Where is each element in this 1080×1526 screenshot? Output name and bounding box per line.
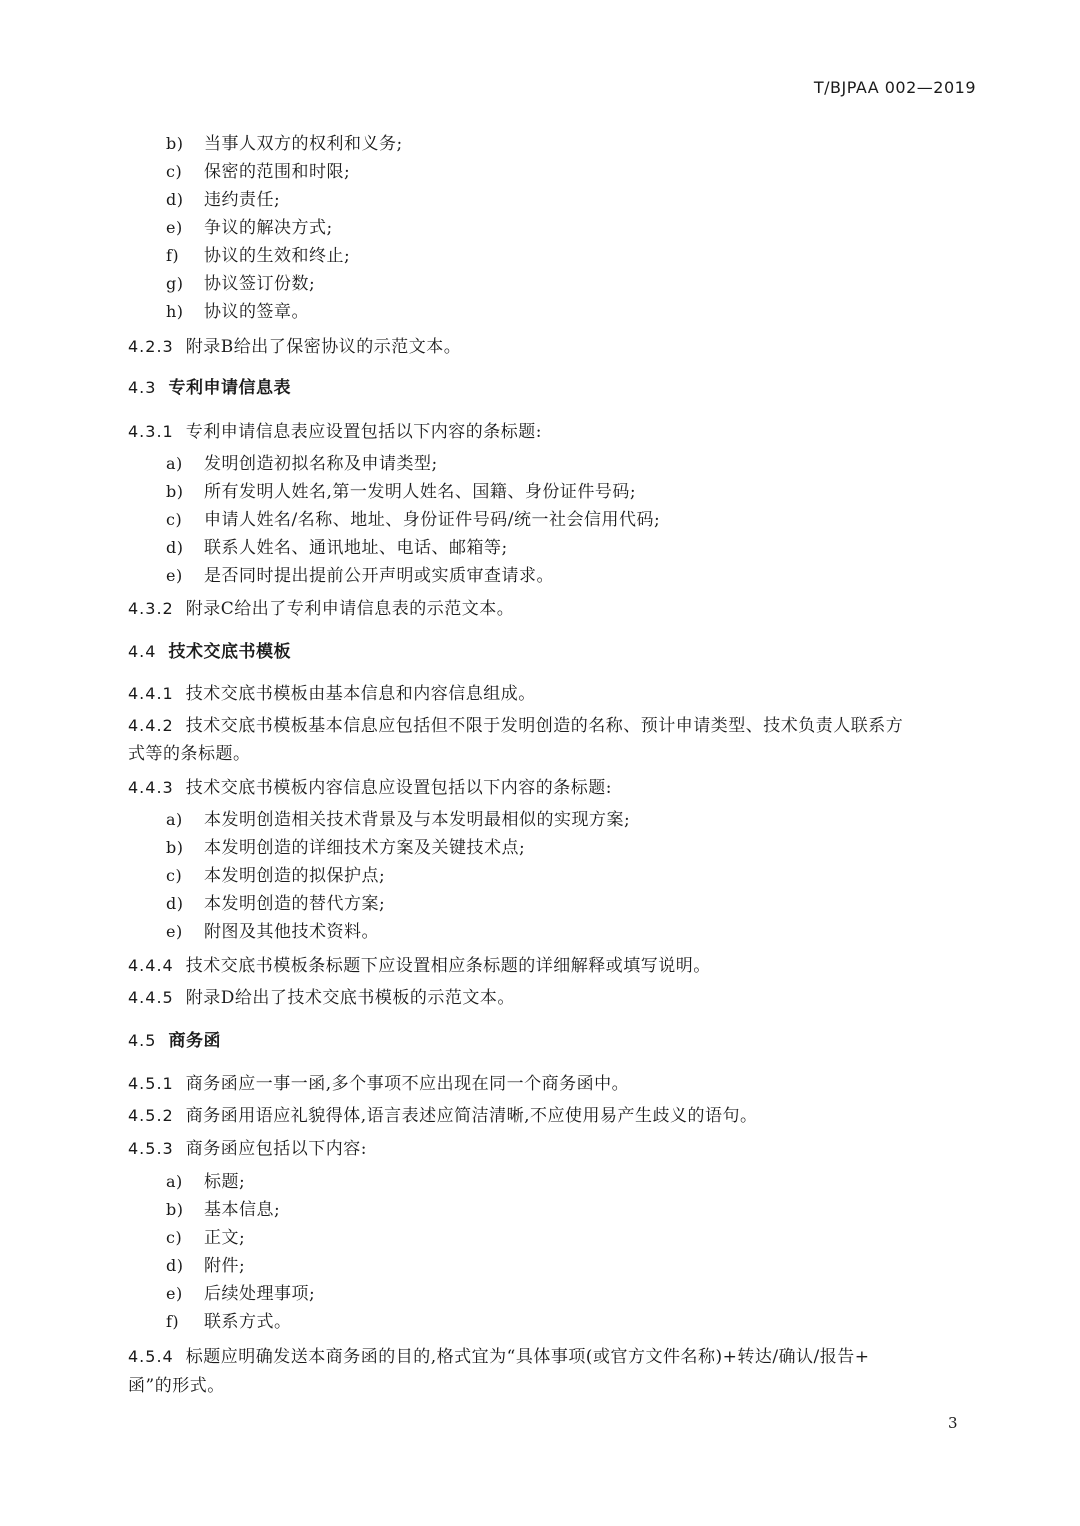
clause-4-4-3: 4.4.3 技术交底书模板内容信息应设置包括以下内容的条标题: xyxy=(128,778,612,798)
clause-4-4-4: 4.4.4 技术交底书模板条标题下应设置相应条标题的详细解释或填写说明。 xyxy=(128,956,711,976)
list-item: g) 协议签订份数; xyxy=(166,274,316,294)
list-item: a) 标题; xyxy=(166,1172,246,1192)
section-heading-4-4: 4.4 技术交底书模板 xyxy=(128,642,291,662)
list-item: d) 违约责任; xyxy=(166,190,281,210)
clause-4-4-2: 4.4.2 技术交底书模板基本信息应包括但不限于发明创造的名称、预计申请类型、技术负责人联系方 xyxy=(128,716,904,736)
clause-4-5-1: 4.5.1 商务函应一事一函,多个事项不应出现在同一个商务函中。 xyxy=(128,1074,630,1094)
clause-4-3-1: 4.3.1 专利申请信息表应设置包括以下内容的条标题: xyxy=(128,422,542,442)
list-item: c) 申请人姓名/名称、地址、身份证件号码/统一社会信用代码; xyxy=(166,510,661,530)
list-item: c) 正文; xyxy=(166,1228,246,1248)
list-item: b) 基本信息; xyxy=(166,1200,281,1220)
clause-4-5-2: 4.5.2 商务函用语应礼貌得体,语言表述应简洁清晰,不应使用易产生歧义的语句。 xyxy=(128,1106,758,1126)
clause-4-4-5: 4.4.5 附录D给出了技术交底书模板的示范文本。 xyxy=(128,988,515,1008)
list-item: e) 争议的解决方式; xyxy=(166,218,333,238)
list-item: c) 本发明创造的拟保护点; xyxy=(166,866,386,886)
list-item: a) 发明创造初拟名称及申请类型; xyxy=(166,454,438,474)
document-code-header: T/BJPAA 002—2019 xyxy=(813,78,976,97)
list-item: d) 附件; xyxy=(166,1256,246,1276)
clause-4-4-2-continuation: 式等的条标题。 xyxy=(128,744,251,764)
list-item: e) 附图及其他技术资料。 xyxy=(166,922,379,942)
clause-4-3-2: 4.3.2 附录C给出了专利申请信息表的示范文本。 xyxy=(128,599,515,619)
list-item: b) 本发明创造的详细技术方案及关键技术点; xyxy=(166,838,526,858)
list-item: b) 所有发明人姓名,第一发明人姓名、国籍、身份证件号码; xyxy=(166,482,637,502)
clause-4-5-4: 4.5.4 标题应明确发送本商务函的目的,格式宜为“具体事项(或官方文件名称)+转达/确认/报告+ xyxy=(128,1347,870,1367)
list-item: d) 本发明创造的替代方案; xyxy=(166,894,386,914)
list-item: h) 协议的签章。 xyxy=(166,302,309,322)
page-number: 3 xyxy=(948,1414,958,1432)
list-item: b) 当事人双方的权利和义务; xyxy=(166,134,403,154)
section-heading-4-3: 4.3 专利申请信息表 xyxy=(128,378,291,398)
section-heading-4-5: 4.5 商务函 xyxy=(128,1031,221,1051)
clause-4-4-1: 4.4.1 技术交底书模板由基本信息和内容信息组成。 xyxy=(128,684,536,704)
list-item: f) 联系方式。 xyxy=(166,1312,292,1332)
clause-4-5-3: 4.5.3 商务函应包括以下内容: xyxy=(128,1139,367,1159)
list-item: f) 协议的生效和终止; xyxy=(166,246,351,266)
list-item: c) 保密的范围和时限; xyxy=(166,162,351,182)
list-item: e) 是否同时提出提前公开声明或实质审查请求。 xyxy=(166,566,554,586)
list-item: d) 联系人姓名、通讯地址、电话、邮箱等; xyxy=(166,538,508,558)
list-item: a) 本发明创造相关技术背景及与本发明最相似的实现方案; xyxy=(166,810,631,830)
clause-4-5-4-continuation: 函”的形式。 xyxy=(128,1376,225,1396)
clause-4-2-3: 4.2.3 附录B给出了保密协议的示范文本。 xyxy=(128,337,462,357)
list-item: e) 后续处理事项; xyxy=(166,1284,316,1304)
